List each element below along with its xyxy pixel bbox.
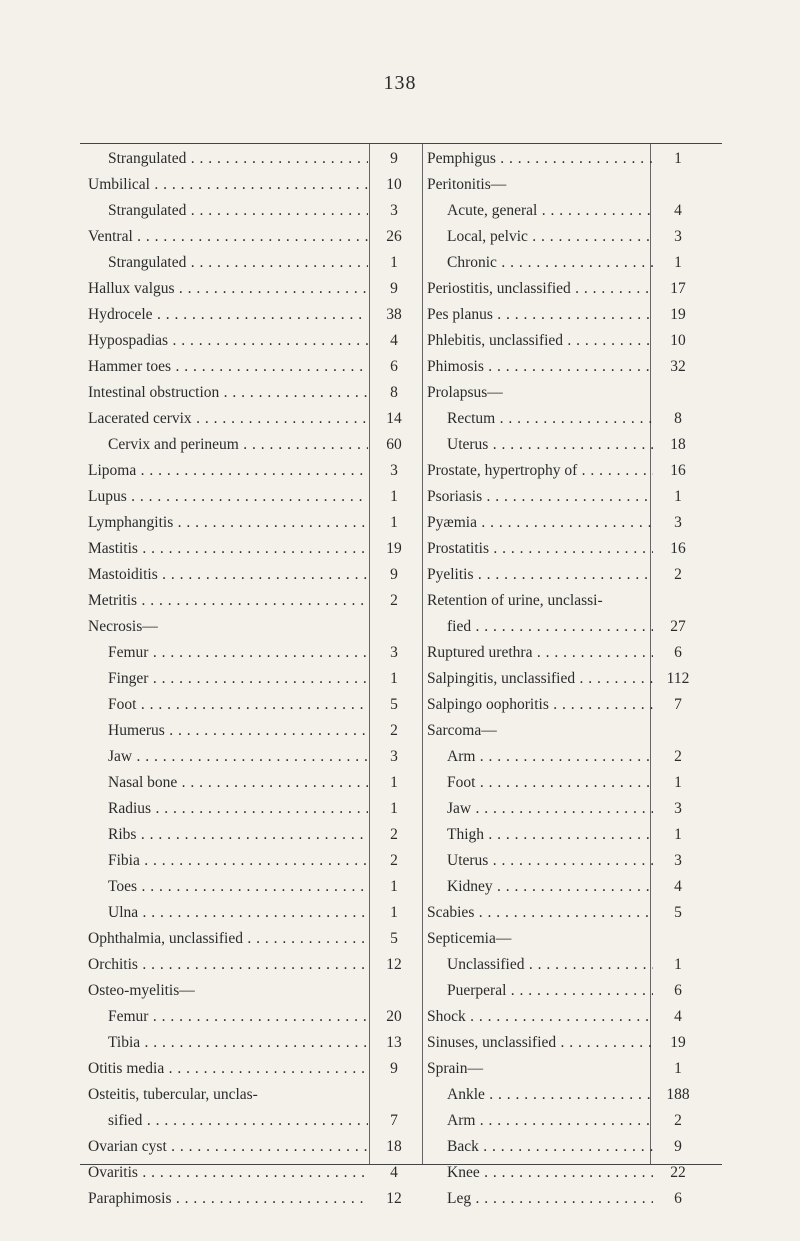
row-label: Fibia . . . (88, 848, 368, 874)
table-row (427, 718, 703, 744)
row-count: 5 (390, 930, 398, 947)
row-count (368, 978, 420, 1004)
row-label: Unclassified . . . (427, 952, 653, 978)
row-count: 3 (390, 202, 398, 219)
table-row (88, 666, 420, 692)
left-column-list (88, 146, 420, 1212)
row-count (653, 588, 703, 614)
table-row (427, 562, 703, 588)
row-label: sified . . . (88, 1108, 368, 1134)
row-count: 7 (674, 696, 682, 713)
row-count: 1 (674, 1060, 682, 1077)
table-top-rule (80, 143, 722, 144)
row-count: 9 (390, 1060, 398, 1077)
row-count: 6 (674, 644, 682, 661)
table-row (88, 276, 420, 302)
row-label: Phlebitis, unclassified . . . (427, 328, 653, 354)
row-count: 60 (386, 436, 402, 453)
table-row (88, 406, 420, 432)
row-count: 16 (670, 462, 686, 479)
row-label: Lymphangitis . . . (88, 510, 368, 536)
row-count: 2 (674, 748, 682, 765)
table-row (88, 354, 420, 380)
table-row (427, 302, 703, 328)
row-count: 7 (390, 1112, 398, 1129)
row-count: 5 (674, 904, 682, 921)
table-row (88, 978, 420, 1004)
table-row (88, 822, 420, 848)
row-count: 18 (386, 1138, 402, 1155)
row-count: 4 (390, 1164, 398, 1181)
row-label: Strangulated . . . (88, 146, 368, 172)
table-row (88, 640, 420, 666)
row-count: 1 (674, 150, 682, 167)
row-label: Sprain— (427, 1060, 483, 1077)
row-count: 19 (670, 1034, 686, 1051)
row-label: Pyæmia . . . (427, 510, 653, 536)
table-row (88, 458, 420, 484)
table-row (88, 614, 420, 640)
row-label: Foot . . . (88, 692, 368, 718)
row-label: Ribs . . . (88, 822, 368, 848)
row-count: 2 (390, 852, 398, 869)
row-count: 4 (674, 1008, 682, 1025)
table-row (88, 510, 420, 536)
table-row (427, 406, 703, 432)
table-row (88, 536, 420, 562)
row-count: 14 (386, 410, 402, 427)
row-count: 10 (386, 176, 402, 193)
table-row (427, 874, 703, 900)
row-label: Scabies . . . (427, 900, 653, 926)
row-label: Prolapsus— (427, 384, 503, 401)
row-label: Prostate, hypertrophy of . . . (427, 458, 653, 484)
table-row (88, 744, 420, 770)
table-row (88, 484, 420, 510)
table-row (88, 380, 420, 406)
row-count: 9 (390, 150, 398, 167)
table-row (88, 952, 420, 978)
row-count: 3 (390, 462, 398, 479)
row-label: Acute, general . . . (427, 198, 653, 224)
row-count: 12 (386, 956, 402, 973)
column-divider (422, 144, 423, 1164)
row-count: 2 (390, 592, 398, 609)
row-count: 1 (674, 956, 682, 973)
row-label: Finger . . . (88, 666, 368, 692)
row-count (368, 614, 420, 640)
row-label: Local, pelvic . . . (427, 224, 653, 250)
row-label: Strangulated . . . (88, 198, 368, 224)
row-count: 1 (390, 254, 398, 271)
table-row (427, 770, 703, 796)
row-count: 1 (390, 878, 398, 895)
table-row (427, 1004, 703, 1030)
row-label: Sinuses, unclassified . . . (427, 1030, 653, 1056)
table-row (427, 276, 703, 302)
row-label: Femur . . . (88, 640, 368, 666)
row-label: Pes planus . . . (427, 302, 653, 328)
row-count: 1 (674, 826, 682, 843)
row-count: 6 (674, 1190, 682, 1207)
row-count: 4 (674, 878, 682, 895)
row-count: 1 (674, 254, 682, 271)
row-label: Puerperal . . . (427, 978, 653, 1004)
row-count: 22 (670, 1164, 686, 1181)
row-count: 20 (386, 1008, 402, 1025)
table-row (88, 1030, 420, 1056)
table-row (427, 224, 703, 250)
row-count: 26 (386, 228, 402, 245)
row-count: 10 (670, 332, 686, 349)
table-row (88, 718, 420, 744)
row-label: Jaw . . . (427, 796, 653, 822)
row-count: 9 (390, 280, 398, 297)
row-label: Cervix and perineum . . . (88, 432, 368, 458)
table-row (427, 380, 703, 406)
table-row (427, 666, 703, 692)
row-label: Chronic . . . (427, 250, 653, 276)
page-number: 138 (383, 72, 417, 94)
row-label: Periostitis, unclassified . . . (427, 276, 653, 302)
row-count: 112 (666, 670, 690, 687)
row-label: Otitis media . . . (88, 1056, 368, 1082)
row-count: 1 (390, 488, 398, 505)
table-row (88, 1004, 420, 1030)
row-label: Pyelitis . . . (427, 562, 653, 588)
row-label: Humerus . . . (88, 718, 368, 744)
row-count: 6 (390, 358, 398, 375)
table-row (427, 484, 703, 510)
row-count (653, 718, 703, 744)
row-label: Leg . . . (427, 1186, 653, 1212)
row-count: 3 (674, 852, 682, 869)
row-count: 188 (666, 1086, 690, 1103)
row-label: Knee . . . (427, 1160, 653, 1186)
row-label: Septicemia— (427, 930, 512, 947)
row-count: 1 (674, 774, 682, 791)
row-label: Umbilical . . . (88, 172, 368, 198)
table-row (88, 146, 420, 172)
table-row (88, 224, 420, 250)
row-count: 3 (674, 514, 682, 531)
table-row (427, 1030, 703, 1056)
row-label: fied . . . (427, 614, 653, 640)
table-row (427, 848, 703, 874)
table-row (427, 250, 703, 276)
row-label: Rectum . . . (427, 406, 653, 432)
row-label: Pemphigus . . . (427, 146, 653, 172)
table-row (427, 926, 703, 952)
row-count: 38 (386, 306, 402, 323)
row-count: 27 (670, 618, 686, 635)
table-row (427, 692, 703, 718)
table-row (427, 796, 703, 822)
table-row (427, 432, 703, 458)
row-label: Arm . . . (427, 744, 653, 770)
row-count: 17 (670, 280, 686, 297)
row-label: Necrosis— (88, 618, 158, 635)
row-label: Salpingo oophoritis . . . (427, 692, 653, 718)
table-row (88, 302, 420, 328)
table-row (88, 172, 420, 198)
row-label: Hammer toes . . . (88, 354, 368, 380)
row-label: Ovarian cyst . . . (88, 1134, 368, 1160)
row-label: Hypospadias . . . (88, 328, 368, 354)
table-row (88, 1186, 420, 1212)
row-label: Uterus . . . (427, 432, 653, 458)
table-row (427, 1082, 703, 1108)
table-row (427, 146, 703, 172)
row-count: 3 (674, 228, 682, 245)
table-row (427, 536, 703, 562)
row-count: 1 (390, 514, 398, 531)
row-label: Osteo-myelitis— (88, 982, 195, 999)
table-row (88, 588, 420, 614)
row-count: 4 (390, 332, 398, 349)
row-label: Strangulated . . . (88, 250, 368, 276)
row-count (368, 1082, 420, 1108)
row-count: 12 (386, 1190, 402, 1207)
row-count: 3 (390, 748, 398, 765)
table-row (427, 328, 703, 354)
row-label: Psoriasis . . . (427, 484, 653, 510)
row-label: Hydrocele . . . (88, 302, 368, 328)
table-row (427, 198, 703, 224)
row-label: Ventral . . . (88, 224, 368, 250)
table-row (88, 1134, 420, 1160)
table-row (427, 978, 703, 1004)
row-label: Ruptured urethra . . . (427, 640, 653, 666)
row-label: Toes . . . (88, 874, 368, 900)
row-label: Metritis . . . (88, 588, 368, 614)
row-count: 1 (674, 488, 682, 505)
table-row (88, 562, 420, 588)
row-label: Kidney . . . (427, 874, 653, 900)
row-label: Salpingitis, unclassified . . . (427, 666, 653, 692)
row-label: Ovaritis . . . (88, 1160, 368, 1186)
row-label: Sarcoma— (427, 722, 497, 739)
table-row (88, 796, 420, 822)
table-row (88, 874, 420, 900)
table-row (427, 588, 703, 614)
row-label: Prostatitis . . . (427, 536, 653, 562)
row-label: Mastitis . . . (88, 536, 368, 562)
table-row (88, 250, 420, 276)
table-row (427, 614, 703, 640)
table-row (427, 172, 703, 198)
row-label: Phimosis . . . (427, 354, 653, 380)
row-label: Back . . . (427, 1134, 653, 1160)
table-bottom-rule (80, 1164, 722, 1165)
row-label: Retention of urine, unclassi- (427, 592, 603, 609)
row-label: Lipoma . . . (88, 458, 368, 484)
table-row (427, 1108, 703, 1134)
table-row (88, 432, 420, 458)
row-label: Jaw . . . (88, 744, 368, 770)
row-label: Nasal bone . . . (88, 770, 368, 796)
table-row (88, 1082, 420, 1108)
table-row (88, 926, 420, 952)
row-label: Ankle . . . (427, 1082, 653, 1108)
row-label: Thigh . . . (427, 822, 653, 848)
row-label: Lupus . . . (88, 484, 368, 510)
row-label: Tibia . . . (88, 1030, 368, 1056)
row-label: Foot . . . (427, 770, 653, 796)
row-count: 19 (670, 306, 686, 323)
table-row (427, 458, 703, 484)
row-label: Osteitis, tubercular, unclas- (88, 1086, 258, 1103)
row-count: 5 (390, 696, 398, 713)
row-label: Hallux valgus . . . (88, 276, 368, 302)
row-label: Arm . . . (427, 1108, 653, 1134)
row-label: Uterus . . . (427, 848, 653, 874)
table-row (427, 510, 703, 536)
table-row (88, 692, 420, 718)
row-count (653, 380, 703, 406)
right-column-list (427, 146, 703, 1212)
row-label: Paraphimosis . . . (88, 1186, 368, 1212)
row-label: Lacerated cervix . . . (88, 406, 368, 432)
row-count: 8 (390, 384, 398, 401)
row-count: 1 (390, 904, 398, 921)
table-row (88, 900, 420, 926)
row-count: 1 (390, 774, 398, 791)
table-row (427, 822, 703, 848)
row-count (653, 172, 703, 198)
table-row (88, 328, 420, 354)
table-row (427, 952, 703, 978)
table-row (88, 1056, 420, 1082)
table-row (427, 640, 703, 666)
row-count: 3 (390, 644, 398, 661)
row-label: Ophthalmia, unclassified . . . (88, 926, 368, 952)
row-label: Orchitis . . . (88, 952, 368, 978)
row-count: 32 (670, 358, 686, 375)
row-count: 9 (674, 1138, 682, 1155)
row-label: Peritonitis— (427, 176, 507, 193)
row-count (653, 926, 703, 952)
row-count: 16 (670, 540, 686, 557)
row-count: 6 (674, 982, 682, 999)
row-label: Intestinal obstruction . . . (88, 380, 368, 406)
row-count: 18 (670, 436, 686, 453)
row-count: 2 (390, 722, 398, 739)
row-count: 2 (674, 566, 682, 583)
row-count: 2 (390, 826, 398, 843)
table-row (427, 744, 703, 770)
row-label: Femur . . . (88, 1004, 368, 1030)
row-label: Shock . . . (427, 1004, 653, 1030)
table-row (427, 1186, 703, 1212)
row-count: 3 (674, 800, 682, 817)
table-row (427, 354, 703, 380)
row-label: Mastoiditis . . . (88, 562, 368, 588)
row-label: Ulna . . . (88, 900, 368, 926)
table-row (88, 1108, 420, 1134)
row-count: 4 (674, 202, 682, 219)
row-count: 1 (390, 800, 398, 817)
table-row (427, 1134, 703, 1160)
table-row (427, 1056, 703, 1082)
row-count: 19 (386, 540, 402, 557)
table-row (88, 770, 420, 796)
row-count: 1 (390, 670, 398, 687)
table-row (88, 848, 420, 874)
row-count: 8 (674, 410, 682, 427)
row-count: 2 (674, 1112, 682, 1129)
row-count: 13 (386, 1034, 402, 1051)
table-row (88, 198, 420, 224)
row-count: 9 (390, 566, 398, 583)
table-row (427, 900, 703, 926)
row-label: Radius . . . (88, 796, 368, 822)
